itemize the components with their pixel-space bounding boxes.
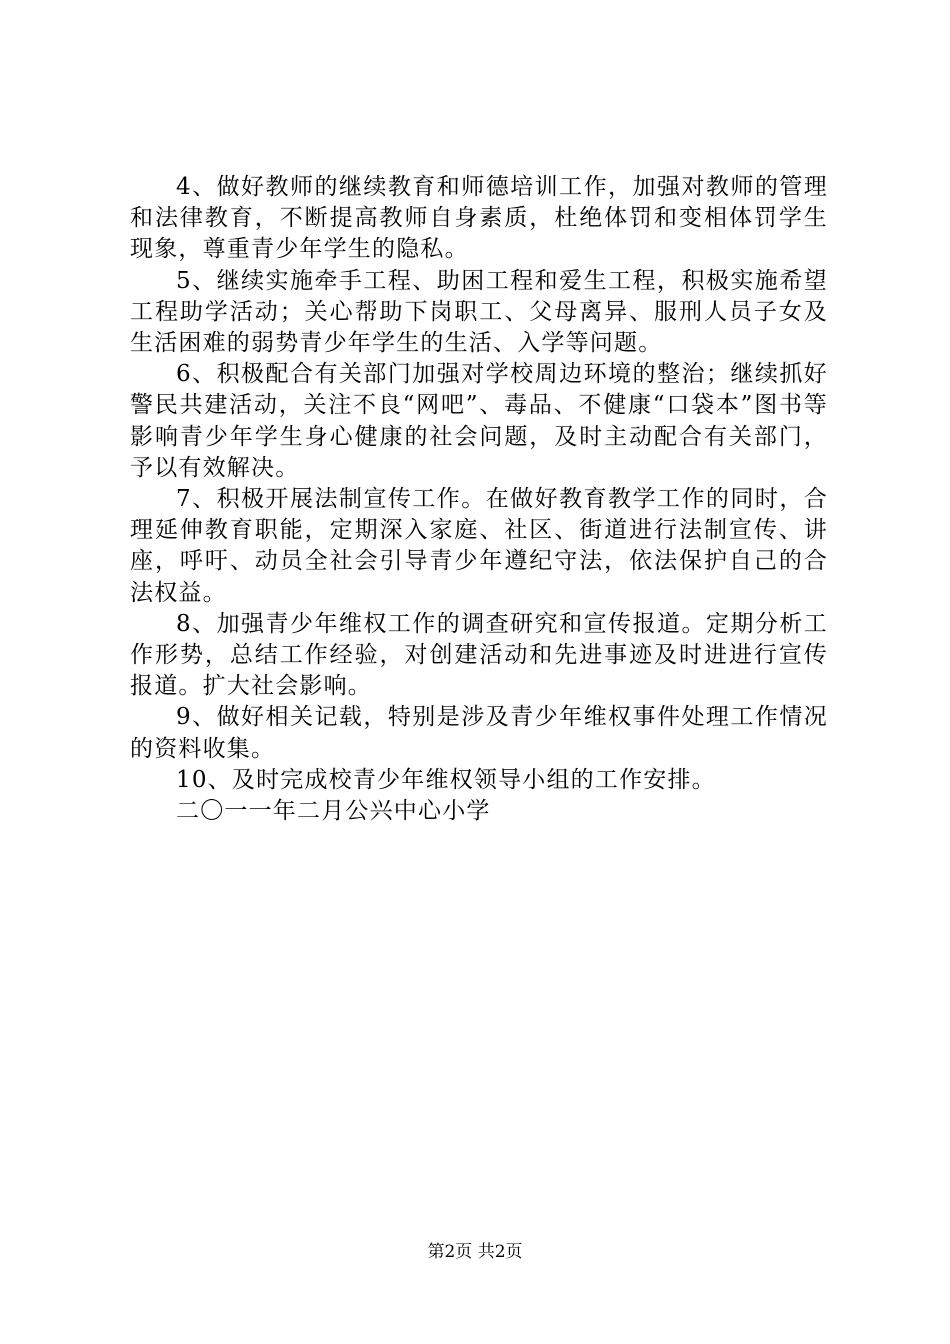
paragraph-item-7: 7、积极开展法制宣传工作。在做好教育教学工作的同时，合理延伸教育职能，定期深入家庭、社区、街道进行法制宣传、讲座，呼吁、动员全社会引导青少年遵纪守法，依法保护自己的合法权益。 bbox=[130, 486, 828, 606]
page-number-footer: 第2页 共2页 bbox=[427, 1242, 523, 1262]
paragraph-item-10: 10、及时完成校青少年维权领导小组的工作安排。 bbox=[176, 766, 716, 793]
date-and-school-signature: 二〇一一年二月公兴中心小学 bbox=[176, 798, 491, 825]
paragraph-item-9: 9、做好相关记载，特别是涉及青少年维权事件处理工作情况的资料收集。 bbox=[130, 704, 828, 762]
paragraph-item-4: 4、做好教师的继续教育和师德培训工作，加强对教师的管理和法律教育，不断提高教师自身素质，杜绝体罚和变相体罚学生现象，尊重青少年学生的隐私。 bbox=[130, 174, 828, 263]
paragraph-item-6: 6、积极配合有关部门加强对学校周边环境的整治；继续抓好警民共建活动，关注不良“网吧”、毒品、不健康“口袋本”图书等影响青少年学生身心健康的社会问题，及时主动配合有关部门，予以有效解决。 bbox=[130, 361, 828, 481]
document-body bbox=[130, 172, 828, 827]
paragraph-item-8: 8、加强青少年维权工作的调查研究和宣传报道。定期分析工作形势，总结工作经验，对创建活动和先进事迹及时进进行宣传报道。扩大社会影响。 bbox=[130, 610, 828, 700]
paragraph-item-5: 5、继续实施牵手工程、助困工程和爱生工程，积极实施希望工程助学活动；关心帮助下岗职工、父母离异、服刑人员子女及生活困难的弱势青少年学生的生活、入学等问题。 bbox=[130, 267, 828, 357]
